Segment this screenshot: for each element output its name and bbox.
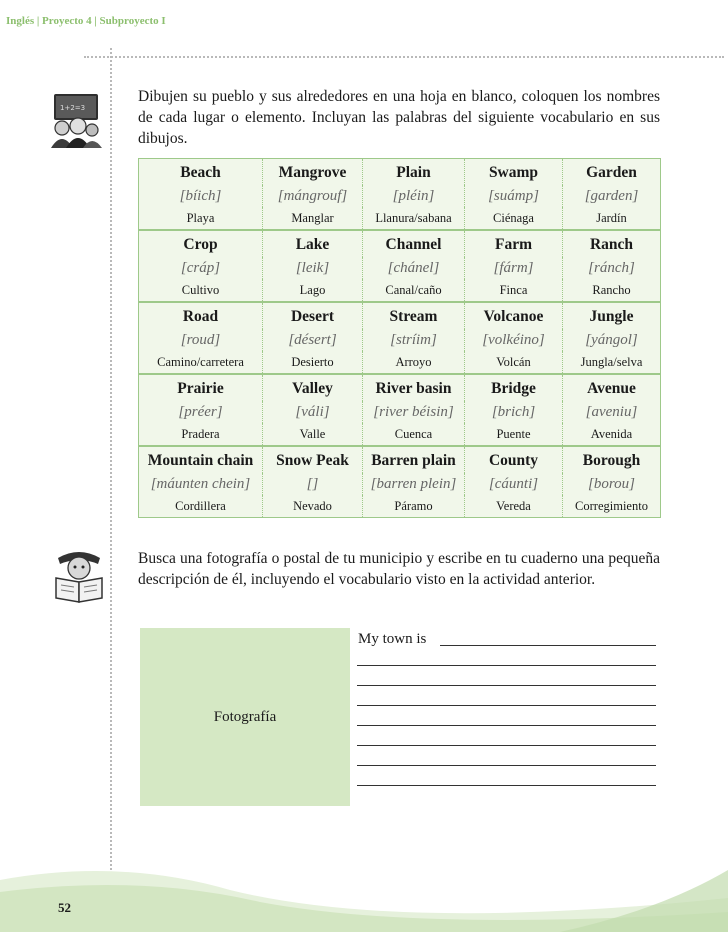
vocab-pron: [fárm]: [465, 257, 563, 279]
vocab-pron: [chánel]: [363, 257, 465, 279]
vocab-pron: [roud]: [180, 331, 221, 348]
vocab-row-word: [139, 230, 661, 257]
vocab-pron: [mángrouf]: [263, 185, 363, 207]
vocab-pron: [désert]: [263, 329, 363, 351]
vocab-pron: [yángol]: [563, 329, 661, 351]
vocab-word: Stream: [363, 302, 465, 329]
vocab-row-trans: [139, 351, 661, 374]
vocab-row-trans: [139, 279, 661, 302]
vocab-trans: Desierto: [263, 351, 363, 374]
vocab-pron: [pléin]: [363, 185, 465, 207]
my-town-prompt: My town is: [358, 631, 427, 647]
vocab-pron: [stríim]: [363, 329, 465, 351]
vocab-row-pron: [139, 401, 661, 423]
vocab-word: Snow Peak: [263, 446, 363, 473]
vocab-word: River basin: [363, 374, 465, 401]
vocab-pron: [bíich]: [179, 187, 222, 204]
writing-line[interactable]: [440, 645, 656, 646]
vocab-trans: Arroyo: [363, 351, 465, 374]
vocab-word: Channel: [363, 230, 465, 257]
vocab-pron: [váli]: [263, 401, 363, 423]
vocab-word: Prairie: [177, 380, 224, 397]
vocab-pron: [aveniu]: [563, 401, 661, 423]
vocab-word: Bridge: [465, 374, 563, 401]
vocab-trans: Llanura/sabana: [363, 207, 465, 230]
vocab-pron: [leik]: [263, 257, 363, 279]
vocab-pron: [máunten chein]: [150, 475, 251, 492]
vocab-word: Lake: [263, 230, 363, 257]
vocab-pron: [préer]: [178, 403, 223, 420]
vocab-row-pron: [139, 185, 661, 207]
vocab-pron: [cáunti]: [465, 473, 563, 495]
vocab-row-word: [139, 302, 661, 329]
vocab-word: Garden: [563, 159, 661, 186]
vocab-trans: Jardín: [563, 207, 661, 230]
vocabulary-table: [138, 158, 661, 518]
vocab-word: Beach: [180, 164, 221, 181]
running-header: Inglés | Proyecto 4 | Subproyecto I: [6, 15, 166, 27]
writing-line[interactable]: [357, 765, 656, 766]
vocab-pron: [barren plein]: [363, 473, 465, 495]
blackboard-students-icon: [48, 90, 106, 155]
photo-placeholder: [140, 628, 350, 806]
vocab-row-word: [139, 446, 661, 473]
vocab-row-pron: [139, 257, 661, 279]
svg-text:1+2=3: 1+2=3: [60, 104, 86, 112]
dotted-divider-horizontal: [84, 56, 724, 58]
vocab-pron: [brich]: [465, 401, 563, 423]
vocab-word: Swamp: [465, 159, 563, 186]
vocab-word: Ranch: [563, 230, 661, 257]
vocab-pron: [ránch]: [563, 257, 661, 279]
vocab-word: Plain: [363, 159, 465, 186]
vocab-word: Avenue: [563, 374, 661, 401]
activity1-instruction: Dibujen su pueblo y sus alrededores en una hoja en blanco, coloquen los nombres de cada lugar o elemento. Incluyan las palabras del siguiente vocabulario en sus dibujos.: [138, 88, 660, 147]
vocab-row-trans: [139, 207, 661, 230]
vocab-word: Desert: [263, 302, 363, 329]
vocab-row-pron: [139, 473, 661, 495]
vocab-pron: [river béisin]: [363, 401, 465, 423]
vocab-trans: Vereda: [465, 495, 563, 518]
vocab-word: Mangrove: [263, 159, 363, 186]
vocab-row-pron: [139, 329, 661, 351]
writing-line[interactable]: [357, 785, 656, 786]
vocab-pron: [suámp]: [465, 185, 563, 207]
vocab-trans: Avenida: [563, 423, 661, 446]
writing-line[interactable]: [357, 665, 656, 666]
vocab-word: Farm: [465, 230, 563, 257]
vocab-trans: Páramo: [363, 495, 465, 518]
footer-wave-decoration: [0, 840, 728, 932]
vocab-trans: Jungla/selva: [563, 351, 661, 374]
vocab-trans: Pradera: [139, 423, 263, 446]
vocab-word: Valley: [263, 374, 363, 401]
writing-line[interactable]: [357, 705, 656, 706]
vocab-word: Barren plain: [363, 446, 465, 473]
vocab-trans: Volcán: [465, 351, 563, 374]
vocab-pron: [volkéino]: [465, 329, 563, 351]
vocab-word: Mountain chain: [147, 452, 254, 469]
vocab-word: Borough: [563, 446, 661, 473]
vocab-word: Jungle: [563, 302, 661, 329]
vocab-trans: Puente: [465, 423, 563, 446]
vocab-trans: Cordillera: [175, 498, 226, 513]
vocab-word: County: [465, 446, 563, 473]
vocab-row-trans: [139, 495, 661, 518]
vocab-pron: [cráp]: [180, 259, 221, 276]
vocab-trans: Nevado: [263, 495, 363, 518]
activity2-instruction: Busca una fotografía o postal de tu municipio y escribe en tu cuaderno una pequeña descripción de él, incluyendo el vocabulario visto en la actividad anterior.: [138, 550, 660, 588]
vocab-trans: Cultivo: [139, 279, 263, 302]
vocab-word: Road: [182, 308, 219, 325]
reading-student-icon: [52, 548, 106, 609]
vocab-trans: Camino/carretera: [139, 351, 263, 374]
vocab-row-trans: [139, 423, 661, 446]
writing-line[interactable]: [357, 745, 656, 746]
vocab-pron: [borou]: [563, 473, 661, 495]
vocab-word: Volcanoe: [465, 302, 563, 329]
vocab-row-word: [139, 159, 661, 186]
vocab-word: Crop: [183, 236, 218, 253]
vocab-trans: Ciénaga: [465, 207, 563, 230]
vocab-trans: Valle: [263, 423, 363, 446]
vocab-trans: Canal/caño: [363, 279, 465, 302]
page-number: 52: [58, 900, 71, 915]
vocab-row-word: [139, 374, 661, 401]
vocab-pron: [garden]: [563, 185, 661, 207]
vocab-trans: Playa: [139, 207, 263, 230]
writing-line[interactable]: [357, 685, 656, 686]
vocab-pron: []: [263, 473, 363, 495]
vocab-trans: Corregimiento: [563, 495, 661, 518]
vocab-trans: Manglar: [263, 207, 363, 230]
vocab-trans: Finca: [465, 279, 563, 302]
photo-label: Fotografía: [213, 708, 277, 725]
vocab-trans: Lago: [263, 279, 363, 302]
dotted-divider-vertical: [110, 48, 112, 878]
vocab-trans: Cuenca: [363, 423, 465, 446]
writing-line[interactable]: [357, 725, 656, 726]
vocab-trans: Rancho: [563, 279, 661, 302]
